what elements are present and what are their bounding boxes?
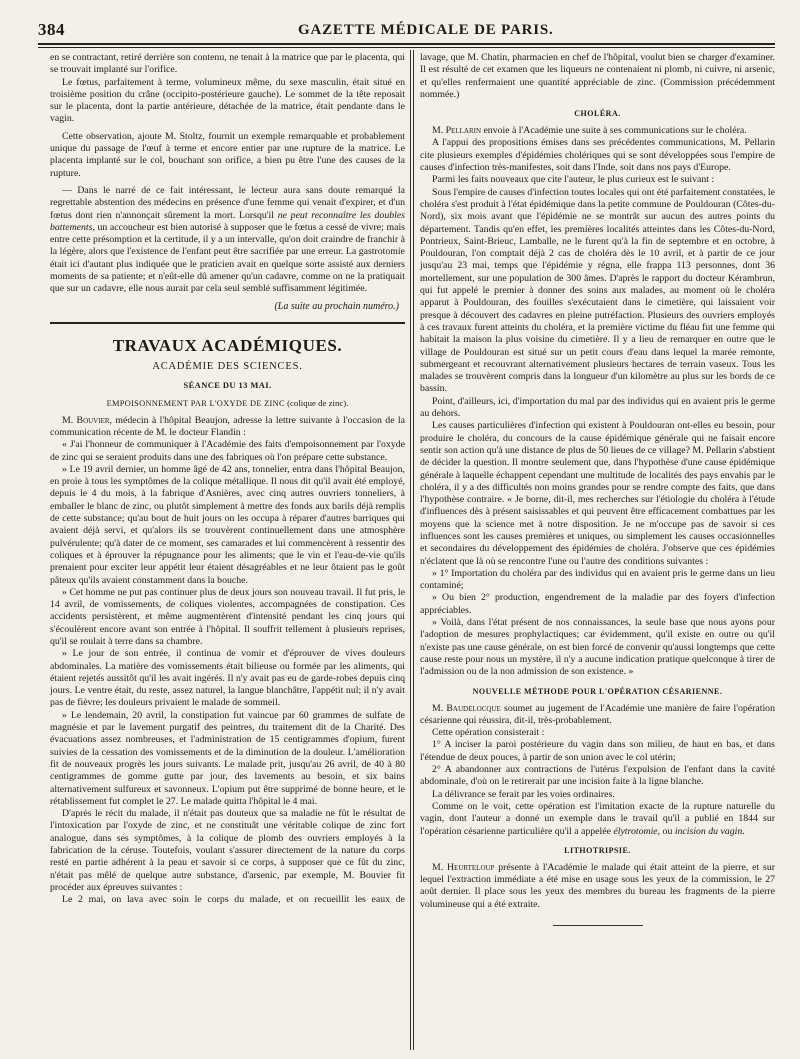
column-divider: [410, 50, 414, 1050]
text-run: A l'appui des propositions émises dans ses précédentes communications, M. Pellarin cite plusieurs exemples d'épidémies cholériques qui se sont développées sous l'empire de causes d'infection très-manifestes, soit dans l'Inde, soit dans nos pays d'Europe.: [420, 137, 775, 174]
page-number: 384: [38, 20, 65, 39]
paragraph: [50, 185, 405, 296]
text-run: , médecin à l'hôpital Beaujon, adresse la lettre suivante à l'occasion de la communication récente de M. le docteur Flandin :: [50, 414, 405, 438]
paragraph: [50, 648, 405, 709]
zinc-article-body: [50, 415, 405, 907]
header-double-rule: [38, 43, 775, 48]
article-subtitle: (colique de zinc).: [287, 397, 349, 408]
text-run: » Le 19 avril dernier, un homme âgé de 42 ans, tonnelier, entra dans l'hôpital Beaujon, en proie à tous les symptômes de la colique métallique. Il nous dit qu'il avait été employé, depuis le 4 du mois, à la fabrique d'Asnières, avec cinq autres ouvriers tonneliers, à emballer le blanc de zinc, ou plutôt simplement à mettre des fonds aux barils déjà remplis de cette substance; qu'au bout de huit jours on les occupa à réparer d'autres barriques qui avaient déjà servi, et qu'alors ils se trouvèrent continuellement dans une atmosphère pulvérulente; qu'à dater de ce moment, ses camarades et lui commencèrent à ressentir des coliques et à éprouver la répugnance pour les aliments; que le vin et l'eau-de-vie qu'ils prenaient pour exciter leur appétit leur étaient désagréables et ne leur ôtaient pas le goût pâteux qu'ils avaient constamment dans la bouche.: [50, 463, 405, 586]
paragraph: [50, 415, 405, 440]
end-rule: [553, 925, 643, 926]
paragraph: [420, 739, 775, 764]
text-run: soumet au jugement de l'Académie une manière de faire l'opération césarienne qui réussira, dit-il, très-probablement.: [420, 702, 775, 726]
lithotripsy-heading: LITHOTRIPSIE.: [564, 845, 631, 855]
text-run: Cette observation, ajoute M. Stoltz, fournit un exemple remarquable et probablement unique du passage de l'œuf à terme et encore entier par une rupture de la matrice. Le placenta implanté sur le col, bouchant son orifice, a bien pu être l'une des causes de la rupture.: [50, 130, 405, 179]
paragraph: [420, 125, 775, 137]
text-run: en se contractant, retiré derrière son contenu, ne tenait à la matrice que par le placenta, qui se trouvait implanté sur l'orifice.: [50, 52, 405, 76]
person-name: M. Bouvier: [62, 414, 110, 426]
person-name: M. Pellarin: [432, 125, 481, 137]
text-run: La délivrance se ferait par les voies ordinaires.: [432, 788, 615, 800]
text-run: » Le jour de son entrée, il continua de vomir et d'éprouver de vives douleurs abdominales. La matière des vomissements était bilieuse ou formée par les aliments, qui étaient rejetés aussitôt qu'il les avait ingérés. Il n'y avait pas eu de garde-robes depuis cinq jours. Le ventre était, du reste, assez naturel, la langue blanchâtre, l'appétit nul; il n'y avait pas de fièvre; les douleurs privaient le malade de sommeil.: [50, 648, 405, 709]
paragraph: [420, 703, 775, 728]
text-run: Cette opération consisterait :: [432, 727, 545, 739]
text-run: » Voilà, dans l'état présent de nos connaissances, la seule base que nous ayons pour l'adoption de mesures prophylactiques; car évidemment, qu'il existe en outre ou qu'il n'existe pas une cause générale, on est bien forcé de convenir qu'aussi longtemps que cette cause reste pour nous un mystère, il n'y a aucune indication pratique quelconque à tirer de l'admission ou de la non admission de son existence. »: [420, 617, 775, 678]
text-run: 2° A abandonner aux contractions de l'utérus l'expulsion de l'enfant dans la cavité abdominale, d'où on le retirerait par une incision faite à la ligne blanche.: [420, 764, 775, 788]
text-run: Point, d'ailleurs, ici, d'importation du mal par des individus qui en avaient pris le germe au dehors.: [420, 395, 775, 420]
text-run: , ou: [657, 825, 675, 837]
text-run: » Le lendemain, 20 avril, la constipation fut vaincue par 60 grammes de sulfate de magnésie et par le lavement purgatif des peintres, du traitement dit de la Charité. Des évacuations assez nombreuses, et l'administration de 15 centigrammes d'opium, furent suivies de la cessation des vomissements et de la diminution de la douleur. L'amélioration fit de nouveaux progrès les jours suivants. Le malade prit, jusqu'au 26 avril, de 40 à 80 centigrammes de gomme gutte par jour, des lavements au besoin, et six bains alternativement sulfureux et savonneux. L'opium put être supprimé de bonne heure, et le rétablissement fut complet le 27. Le malade quitta l'hôpital le 4 mai.: [50, 709, 405, 807]
paragraph: [50, 131, 405, 180]
left-column: [50, 52, 405, 907]
continued-article-body: [50, 52, 405, 296]
text-run: — Dans le narré de ce fait intéressant, le lecteur aura sans doute remarqué la regrettable abstention des médecins en présence d'une femme qui venait d'expirer, et d'un fœtus dont rien n'annonçait sûrement la mort. Lorsqu'il: [50, 184, 405, 221]
paragraph: [420, 592, 775, 617]
paragraph: [50, 710, 405, 808]
paragraph: [50, 464, 405, 587]
text-run: Comme on le voit, cette opération est l'imitation exacte de la rupture naturelle du vagin, dont l'auteur a donné un exemple dans le travail qu'il a publié en 1844 sur l'opération césarienne particulière qu'il a appelée: [420, 800, 775, 837]
page-header: [0, 0, 800, 44]
paragraph: [420, 801, 775, 838]
session-date: SÉANCE DU 13 MAI.: [183, 379, 272, 390]
paragraph: [420, 764, 775, 789]
academy-name: ACADÉMIE DES SCIENCES.: [152, 360, 303, 372]
paragraph: [50, 52, 405, 77]
text-run: » Ou bien 2° production, engendrement de la maladie par des foyers d'infection appréciables.: [420, 592, 775, 616]
right-column: [420, 52, 775, 926]
text-run: 1° A inciser la paroi postérieure du vagin dans son milieu, de haut en bas, et dans l'étendue de deux pouces, à partir de son union avec le col utérin;: [420, 739, 775, 763]
text-run: D'après le récit du malade, il n'était pas douteux que sa maladie ne fût le résultat de l'intoxication par l'oxyde de zinc, et ne constituât une véritable colique de zinc fort analogue, dans ses symptômes, à la colique de plomb des ouvriers employés à la fabrication de la céruse. Toutefois, voulant s'assurer directement de la nature du corps resté en partie adhérent à la peau et savoir si ce corps, à supposer que ce fût du zinc, n'était pas mêlé de quelque autre substance, d'arsenic, par exemple, M. Bouvier fit procéder aux épreuves suivantes :: [50, 808, 405, 893]
article-heading: [50, 398, 405, 408]
text-run: Parmi les faits nouveaux que cite l'auteur, le plus curieux est le suivant :: [432, 174, 715, 186]
paragraph: [420, 420, 775, 568]
paragraph: [50, 587, 405, 648]
paragraph: [50, 808, 405, 894]
text-run: « J'ai l'honneur de communiquer à l'Académie des faits d'empoisonnement par l'oxyde de zinc qui se seraient produits dans une des fabriques où l'on prépare cette substance.: [50, 439, 405, 463]
zinc-article-end: [420, 52, 775, 101]
person-name: M. Heurteloup: [432, 861, 495, 873]
text-run: Le 2 mai, on lava avec soin le corps du malade, et on recueillit les eaux de: [62, 894, 405, 906]
paragraph: [420, 174, 775, 186]
paragraph: [420, 187, 775, 396]
section-title: TRAVAUX ACADÉMIQUES.: [112, 335, 343, 355]
emphasis: ne peut reconnaître les doubles battements: [50, 209, 405, 233]
article-title: EMPOISONNEMENT PAR L'OXYDE DE ZINC: [106, 398, 285, 408]
text-run: présente à l'Académie le malade qui était atteint de la pierre, et sur lequel l'extraction immédiate a été mise en usage sous les yeux de la commission, le 27 août dernier. Il place sous les yeux des membres du bureau les fragments de la pierre volumineuse qui a été extraite.: [420, 861, 775, 910]
cholera-heading: CHOLÉRA.: [574, 109, 621, 119]
text-run: , un accoucheur est bien autorisé à supposer que le fœtus a cessé de vivre; mais entre cette présomption et la certitude, il y a un intervalle, qu'on doit craindre de franchir à la légère, alors que l'existence de l'enfant peut être sacrifiée par une erreur. La gastrotomie était ici d'autant plus indiquée que le praticien avait en quelque sorte assisté aux derniers moments de sa patiente; et n'eût-elle dû amener qu'un cadavre, comme on ne la pratiquait que sur un cadavre, elle nous aurait par cela seul semblé suffisamment légitimée.: [50, 221, 405, 295]
text-run: envoie à l'Académie une suite à ses communications sur le choléra.: [481, 125, 747, 137]
cesarean-article-body: [420, 703, 775, 838]
paragraph: [420, 568, 775, 593]
cesarean-heading: NOUVELLE MÉTHODE POUR L'OPÉRATION CÉSARIENNE.: [472, 686, 723, 696]
text-run: Les causes particulières d'infection qui existent à Pouldouran ont-elles eu besoin, pour produire le choléra, du concours de la cause épidémique générale qui ne faisait encore sentir son action qu'à une distance de plus de 50 lieues de ce village? M. Pellarin s'abstient de décider la question. Il montre seulement que, dans l'hypothèse d'une cause épidémique générale à laquelle échappent cependant une multitude de localités des pays envahis par le choléra, il y a des difficultés non moins grandes pour se rendre compte des faits, que dans l'hypothèse contraire. « Je borne, dit-il, mes recherches sur l'étiologie du choléra à l'étude d'influences dès à présent saisissables et qui peuvent être efficacement combattues par les moyens que la science met à notre disposition. Je ne m'occupe pas de savoir si ces influences sont les causes premières et uniques, ou simplement les causes occasionnelles et secondaires du développement des épidémies de choléra. J'observe que ces épidémies n'éclatent que là où se rencontre l'une ou l'autre des conditions suivantes :: [420, 420, 775, 567]
paragraph: [50, 77, 405, 126]
text-run: » 1° Importation du choléra par des individus qui en avaient pris le germe dans un lieu contaminé;: [420, 567, 775, 592]
paragraph: [420, 727, 775, 739]
text-run: Sous l'empire de causes d'infection toutes locales qui ont été parfaitement constatées, le choléra s'est produit à l'état épidémique dans la petite commune de Pouldouran (Côtes-du-Nord), six mois avant que l'épidémie ne se montrât sur aucun des autres points du département. Tandis qu'en effet, les premières localités atteintes dans les Côtes-du-Nord, Pontrieux, Saint-Brieuc, Lamballe, ne le furent qu'à la fin de septembre et en octobre, à Pouldouran, l'on comptait déjà 2 cas de choléra dès le 10 avril, et à partir de ce jour jusqu'au 23 mai, temps que l'épidémie y régna, elle frappa 113 personnes, dont 36 mortellement, sur une population de 300 âmes. D'après le rapport du docteur Kérambrun, qui fut appelé le premier à donner des soins aux malades, au moment où le choléra apparut à Pouldouran, des fouilles s'exécutaient dans le cimetière, qui laissaient voir presque à découvert des cadavres en pleine putréfaction. Plusieurs des ouvriers employés à ces travaux furent atteints du choléra, et la première victime du fléau fut une femme qui habitait la maison la plus voisine du cimetière. Il y a lieu de remarquer en outre que le village de Pouldouran est situé sur un petit cours d'eau dans lequel la marée remonte, submergeant et recouvrant alternativement plusieurs hectares de terrain vaseux. Tous les malades se trouvèrent compris dans la longueur d'un kilomètre au plus sur les bords de ce bassin.: [420, 186, 775, 395]
paragraph: [420, 617, 775, 678]
text-run: Le fœtus, parfaitement à terme, volumineux même, du sexe masculin, était situé en troisième position du crâne (occipito-postérieure gauche). Le sommet de la tête reposait sur le placenta, dont la partie antérieure, détachée de la matrice, était pendante dans le vagin.: [50, 76, 405, 125]
paragraph: [420, 789, 775, 801]
paragraph: [420, 52, 775, 101]
paragraph: [420, 862, 775, 911]
lithotripsy-article-body: [420, 862, 775, 911]
paragraph: [50, 439, 405, 464]
text-run: .: [742, 825, 745, 837]
section-rule: [50, 322, 405, 324]
continuation-note: (La suite au prochain numéro.): [274, 300, 399, 312]
paragraph: [420, 396, 775, 421]
text-run: » Cet homme ne put pas continuer plus de deux jours son nouveau travail. Il fut pris, le 14 avril, de vomissements, de coliques violentes, accompagnées de constipation. Ces accidents persistèrent, et même augmentèrent d'intensité pendant les cinq jours qui s'écoulèrent encore avant son entrée à l'hôpital. Il souffrit tellement à plusieurs reprises, qu'il se roulait à terre dans sa chambre.: [50, 586, 405, 647]
text-run: lavage, que M. Chatin, pharmacien en chef de l'hôpital, voulut bien se charger d'examiner. Il est résulté de cet examen que les liqueurs ne contenaient ni plomb, ni cuivre, ni arsenic, et qu'elles renfermaient une quantité appréciable de zinc. (Commission précédemment nommée.): [420, 52, 775, 100]
cholera-article-body: [420, 125, 775, 678]
person-name: M. Baudelocque: [432, 702, 501, 714]
paragraph: [420, 137, 775, 174]
paragraph: [50, 894, 405, 906]
publication-title: GAZETTE MÉDICALE DE PARIS.: [298, 22, 554, 38]
emphasis: incision du vagin: [674, 825, 743, 837]
emphasis: élytrotomie: [613, 825, 658, 837]
